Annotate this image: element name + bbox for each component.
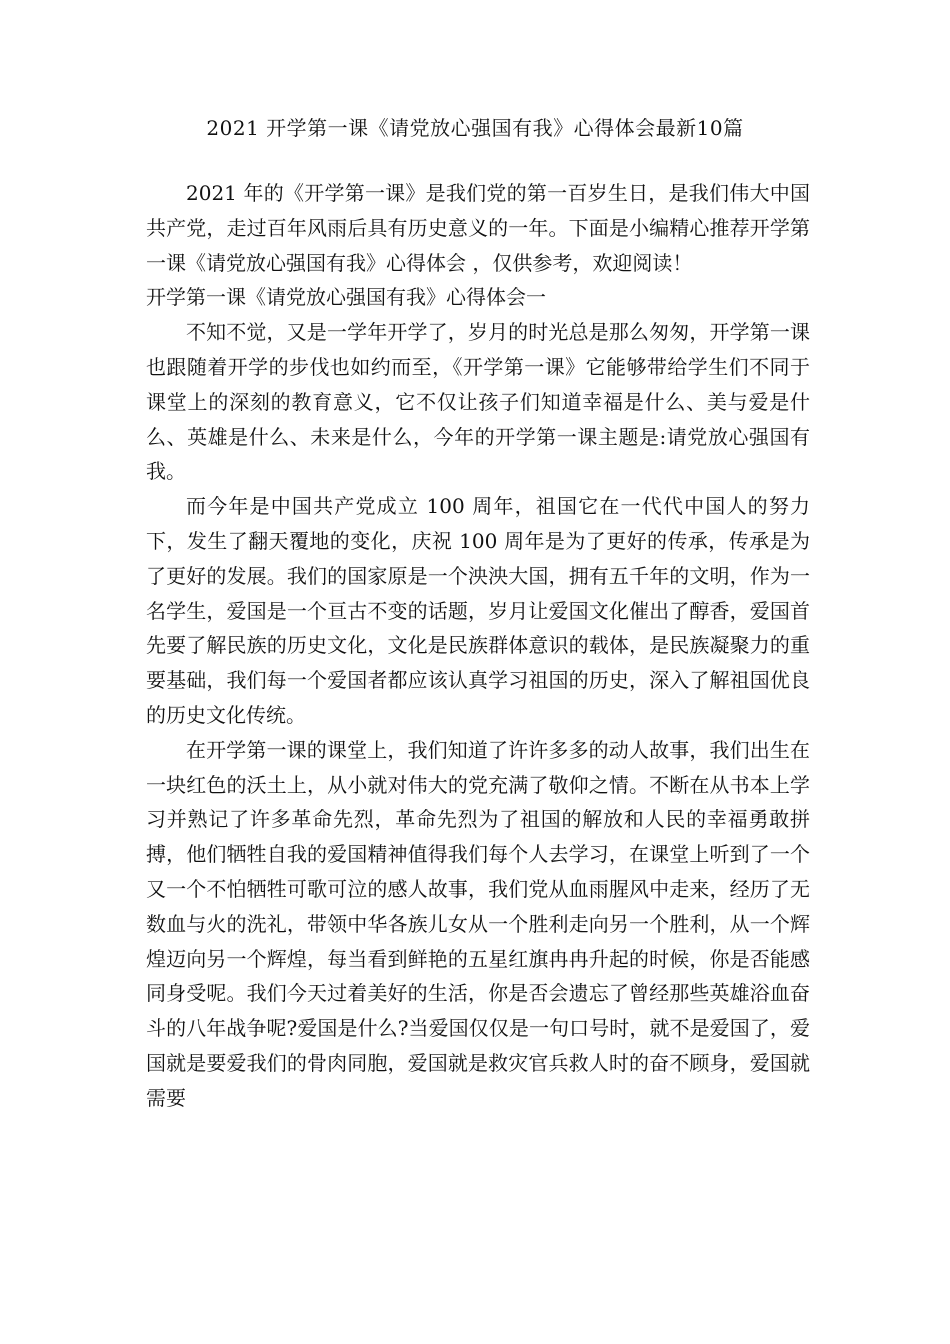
body-paragraph: 而今年是中国共产党成立 100 周年，祖国它在一代代中国人的努力下，发生了翻天覆地的变化，庆祝 100 周年是为了更好的传承，传承是为了更好的发展。我们的国家原是一个泱泱大国，拥有五千年的文明，作为一名学生，爱国是一个亘古不变的话题，岁月让爱国文化催出了醇香，爱国首先要了解民族的历史文化，文化是民族群体意识的载体，是民族凝聚力的重要基础，我们每一个爱国者都应该认真学习祖国的历史，深入了解祖国优良的历史文化传统。: [146, 494, 810, 727]
body-paragraph: 不知不觉，又是一学年开学了，岁月的时光总是那么匆匆，开学第一课也跟随着开学的步伐也如约而至，《开学第一课》它能够带给学生们不同于课堂上的深刻的教育意义，它不仅让孩子们知道幸福是什么、美与爱是什么、英雄是什么、未来是什么，今年的开学第一课主题是:请党放心强国有我。: [146, 320, 810, 484]
intro-paragraph: 2021 年的《开学第一课》是我们党的第一百岁生日，是我们伟大中国共产党，走过百年风雨后具有历史意义的一年。下面是小编精心推荐开学第一课《请党放心强国有我》心得体会 ，仅供参考，欢迎阅读！: [146, 181, 810, 275]
document-body: [146, 176, 810, 1116]
document-title: 2021 开学第一课《请党放心强国有我》心得体会最新10篇: [206, 116, 744, 140]
section-heading: 开学第一课《请党放心强国有我》心得体会一: [146, 285, 546, 310]
body-paragraph: 在开学第一课的课堂上，我们知道了许许多多的动人故事，我们出生在一块红色的沃土上，从小就对伟大的党充满了敬仰之情。不断在从书本上学习并熟记了许多革命先烈，革命先烈为了祖国的解放和人民的幸福勇敢拼搏，他们牺牲自我的爱国精神值得我们每个人去学习，在课堂上听到了一个又一个不怕牺牲可歌可泣的感人故事，我们党从血雨腥风中走来，经历了无数血与火的洗礼，带领中华各族儿女从一个胜利走向另一个胜利，从一个辉煌迈向另一个辉煌，每当看到鲜艳的五星红旗冉冉升起的时候，你是否能感同身受呢。我们今天过着美好的生活，你是否会遗忘了曾经那些英雄浴血奋斗的八年战争呢?爱国是什么?当爱国仅仅是一句口号时，就不是爱国了，爱国就是要爱我们的骨肉同胞，爱国就是救灾官兵救人时的奋不顾身，爱国就需要: [146, 737, 810, 1110]
